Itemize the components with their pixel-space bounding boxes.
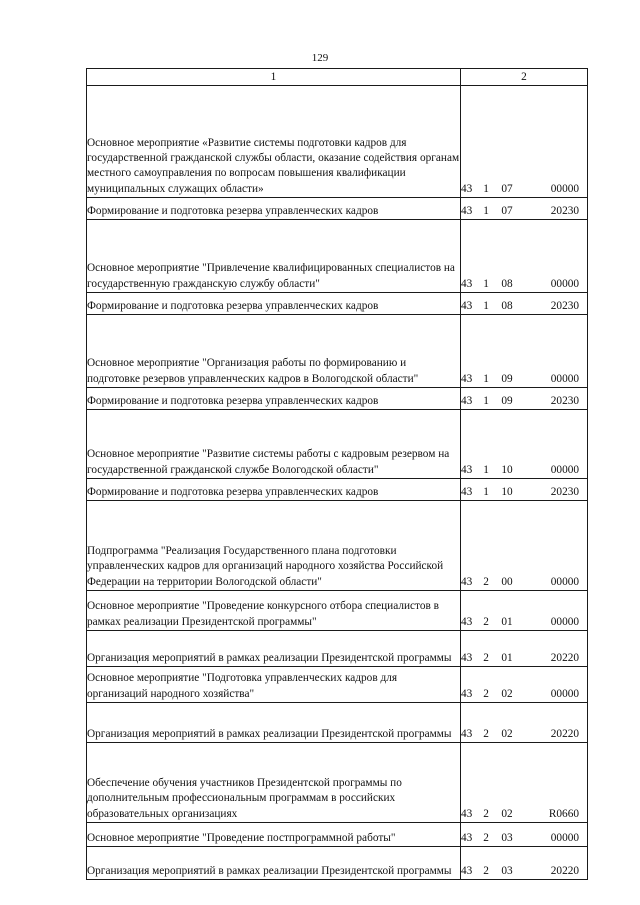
code-part-c1: 43 bbox=[461, 864, 473, 877]
code-part-c3: 09 bbox=[501, 394, 513, 407]
code-part-c4: 20230 bbox=[550, 299, 580, 312]
code-part-c3: 00 bbox=[501, 575, 513, 588]
classification-code-cell bbox=[461, 823, 588, 847]
expense-name-cell: Основное мероприятие "Привлечение квалифицированных специалистов на государственную гражданскую службу области" bbox=[87, 220, 461, 293]
code-part-c4: 20230 bbox=[550, 485, 580, 498]
budget-classification-table bbox=[86, 68, 588, 880]
classification-code-cell bbox=[461, 410, 588, 479]
code-part-c4: R0660 bbox=[548, 807, 580, 820]
table-row bbox=[87, 501, 588, 591]
code-part-c4: 00000 bbox=[550, 575, 580, 588]
expense-name-cell: Основное мероприятие "Подготовка управленческих кадров для организаций народного хозяйства" bbox=[87, 667, 461, 703]
code-part-c1: 43 bbox=[461, 615, 473, 628]
classification-code-cell bbox=[461, 703, 588, 743]
code-part-c4: 20230 bbox=[550, 394, 580, 407]
table-row bbox=[87, 410, 588, 479]
table-row bbox=[87, 667, 588, 703]
code-part-c3: 02 bbox=[501, 807, 513, 820]
code-part-c1: 43 bbox=[461, 807, 473, 820]
code-part-c2: 2 bbox=[483, 651, 489, 664]
expense-name-cell: Организация мероприятий в рамках реализации Президентской программы bbox=[87, 631, 461, 667]
expense-name-cell: Организация мероприятий в рамках реализации Президентской программы bbox=[87, 847, 461, 880]
table-body bbox=[87, 86, 588, 880]
code-part-c1: 43 bbox=[461, 299, 473, 312]
code-part-c1: 43 bbox=[461, 463, 473, 476]
expense-name-cell: Основное мероприятие "Проведение конкурсного отбора специалистов в рамках реализации Президентской программы" bbox=[87, 591, 461, 631]
code-part-c4: 00000 bbox=[550, 831, 580, 844]
code-part-c3: 01 bbox=[501, 651, 513, 664]
code-part-c4: 00000 bbox=[550, 615, 580, 628]
code-part-c4: 00000 bbox=[550, 463, 580, 476]
code-part-c3: 03 bbox=[501, 864, 513, 877]
code-part-c1: 43 bbox=[461, 651, 473, 664]
table-row bbox=[87, 823, 588, 847]
code-part-c4: 20220 bbox=[550, 651, 580, 664]
expense-name-cell: Основное мероприятие "Развитие системы работы с кадровым резервом на государственной гражданской службе Вологодской области" bbox=[87, 410, 461, 479]
table-row bbox=[87, 703, 588, 743]
expense-name-cell: Основное мероприятие "Проведение постпрограммной работы" bbox=[87, 823, 461, 847]
expense-name-cell: Организация мероприятий в рамках реализации Президентской программы bbox=[87, 703, 461, 743]
code-part-c1: 43 bbox=[461, 182, 473, 195]
code-part-c2: 1 bbox=[483, 394, 489, 407]
table-row bbox=[87, 315, 588, 388]
classification-code-cell bbox=[461, 631, 588, 667]
classification-code-cell bbox=[461, 847, 588, 880]
classification-code-cell bbox=[461, 743, 588, 823]
code-part-c1: 43 bbox=[461, 204, 473, 217]
code-part-c1: 43 bbox=[461, 575, 473, 588]
classification-code-cell bbox=[461, 198, 588, 220]
code-part-c1: 43 bbox=[461, 727, 473, 740]
code-part-c4: 20230 bbox=[550, 204, 580, 217]
code-part-c2: 1 bbox=[483, 372, 489, 385]
table-row bbox=[87, 847, 588, 880]
expense-name-cell: Основное мероприятие "Организация работы по формированию и подготовке резервов управленческих кадров в Вологодской области" bbox=[87, 315, 461, 388]
code-part-c2: 2 bbox=[483, 807, 489, 820]
classification-code-cell bbox=[461, 315, 588, 388]
table-row bbox=[87, 479, 588, 501]
table-row bbox=[87, 743, 588, 823]
code-part-c2: 1 bbox=[483, 182, 489, 195]
code-part-c2: 1 bbox=[483, 485, 489, 498]
code-part-c4: 00000 bbox=[550, 182, 580, 195]
code-part-c4: 00000 bbox=[550, 372, 580, 385]
code-part-c3: 09 bbox=[501, 372, 513, 385]
code-part-c3: 10 bbox=[501, 485, 513, 498]
code-part-c1: 43 bbox=[461, 687, 473, 700]
code-part-c3: 07 bbox=[501, 182, 513, 195]
expense-name-cell: Формирование и подготовка резерва управленческих кадров bbox=[87, 479, 461, 501]
classification-code-cell bbox=[461, 667, 588, 703]
table-row bbox=[87, 86, 588, 198]
code-part-c1: 43 bbox=[461, 831, 473, 844]
classification-code-cell bbox=[461, 479, 588, 501]
table-row bbox=[87, 198, 588, 220]
code-part-c1: 43 bbox=[461, 372, 473, 385]
code-part-c2: 1 bbox=[483, 277, 489, 290]
classification-code-cell bbox=[461, 293, 588, 315]
code-part-c2: 2 bbox=[483, 831, 489, 844]
expense-name-cell: Формирование и подготовка резерва управленческих кадров bbox=[87, 388, 461, 410]
code-part-c2: 2 bbox=[483, 687, 489, 700]
code-part-c2: 1 bbox=[483, 299, 489, 312]
code-part-c3: 02 bbox=[501, 687, 513, 700]
code-part-c2: 2 bbox=[483, 727, 489, 740]
code-part-c2: 2 bbox=[483, 615, 489, 628]
classification-code-cell bbox=[461, 86, 588, 198]
classification-code-cell bbox=[461, 501, 588, 591]
classification-code-cell bbox=[461, 591, 588, 631]
table-row bbox=[87, 293, 588, 315]
classification-code-cell bbox=[461, 388, 588, 410]
code-part-c2: 2 bbox=[483, 575, 489, 588]
code-part-c1: 43 bbox=[461, 485, 473, 498]
page-number: 129 bbox=[311, 52, 329, 64]
classification-code-cell bbox=[461, 220, 588, 293]
column-header-1: 1 bbox=[87, 69, 461, 86]
expense-name-cell: Обеспечение обучения участников Президентской программы по дополнительным профессиональным программам в российских образовательных организациях bbox=[87, 743, 461, 823]
expense-name-cell: Подпрограмма "Реализация Государственного плана подготовки управленческих кадров для организаций народного хозяйства Российской Федерации на территории Вологодской области" bbox=[87, 501, 461, 591]
code-part-c3: 02 bbox=[501, 727, 513, 740]
code-part-c3: 08 bbox=[501, 299, 513, 312]
table-row bbox=[87, 631, 588, 667]
code-part-c3: 10 bbox=[501, 463, 513, 476]
code-part-c3: 07 bbox=[501, 204, 513, 217]
code-part-c1: 43 bbox=[461, 394, 473, 407]
code-part-c1: 43 bbox=[461, 277, 473, 290]
table-row bbox=[87, 220, 588, 293]
code-part-c2: 2 bbox=[483, 864, 489, 877]
code-part-c4: 20220 bbox=[550, 727, 580, 740]
expense-name-cell: Основное мероприятие «Развитие системы подготовки кадров для государственной гражданской службы области, оказание содействия органам местного самоуправления по вопросам повышения квалификации муниципальных служащих области» bbox=[87, 86, 461, 198]
table-row bbox=[87, 591, 588, 631]
code-part-c3: 08 bbox=[501, 277, 513, 290]
code-part-c2: 1 bbox=[483, 204, 489, 217]
code-part-c4: 20220 bbox=[550, 864, 580, 877]
code-part-c3: 03 bbox=[501, 831, 513, 844]
code-part-c3: 01 bbox=[501, 615, 513, 628]
code-part-c4: 00000 bbox=[550, 687, 580, 700]
code-part-c2: 1 bbox=[483, 463, 489, 476]
column-header-2: 2 bbox=[461, 69, 588, 86]
table-row bbox=[87, 388, 588, 410]
code-part-c4: 00000 bbox=[550, 277, 580, 290]
table-header-row bbox=[87, 69, 588, 86]
expense-name-cell: Формирование и подготовка резерва управленческих кадров bbox=[87, 198, 461, 220]
expense-name-cell: Формирование и подготовка резерва управленческих кадров bbox=[87, 293, 461, 315]
